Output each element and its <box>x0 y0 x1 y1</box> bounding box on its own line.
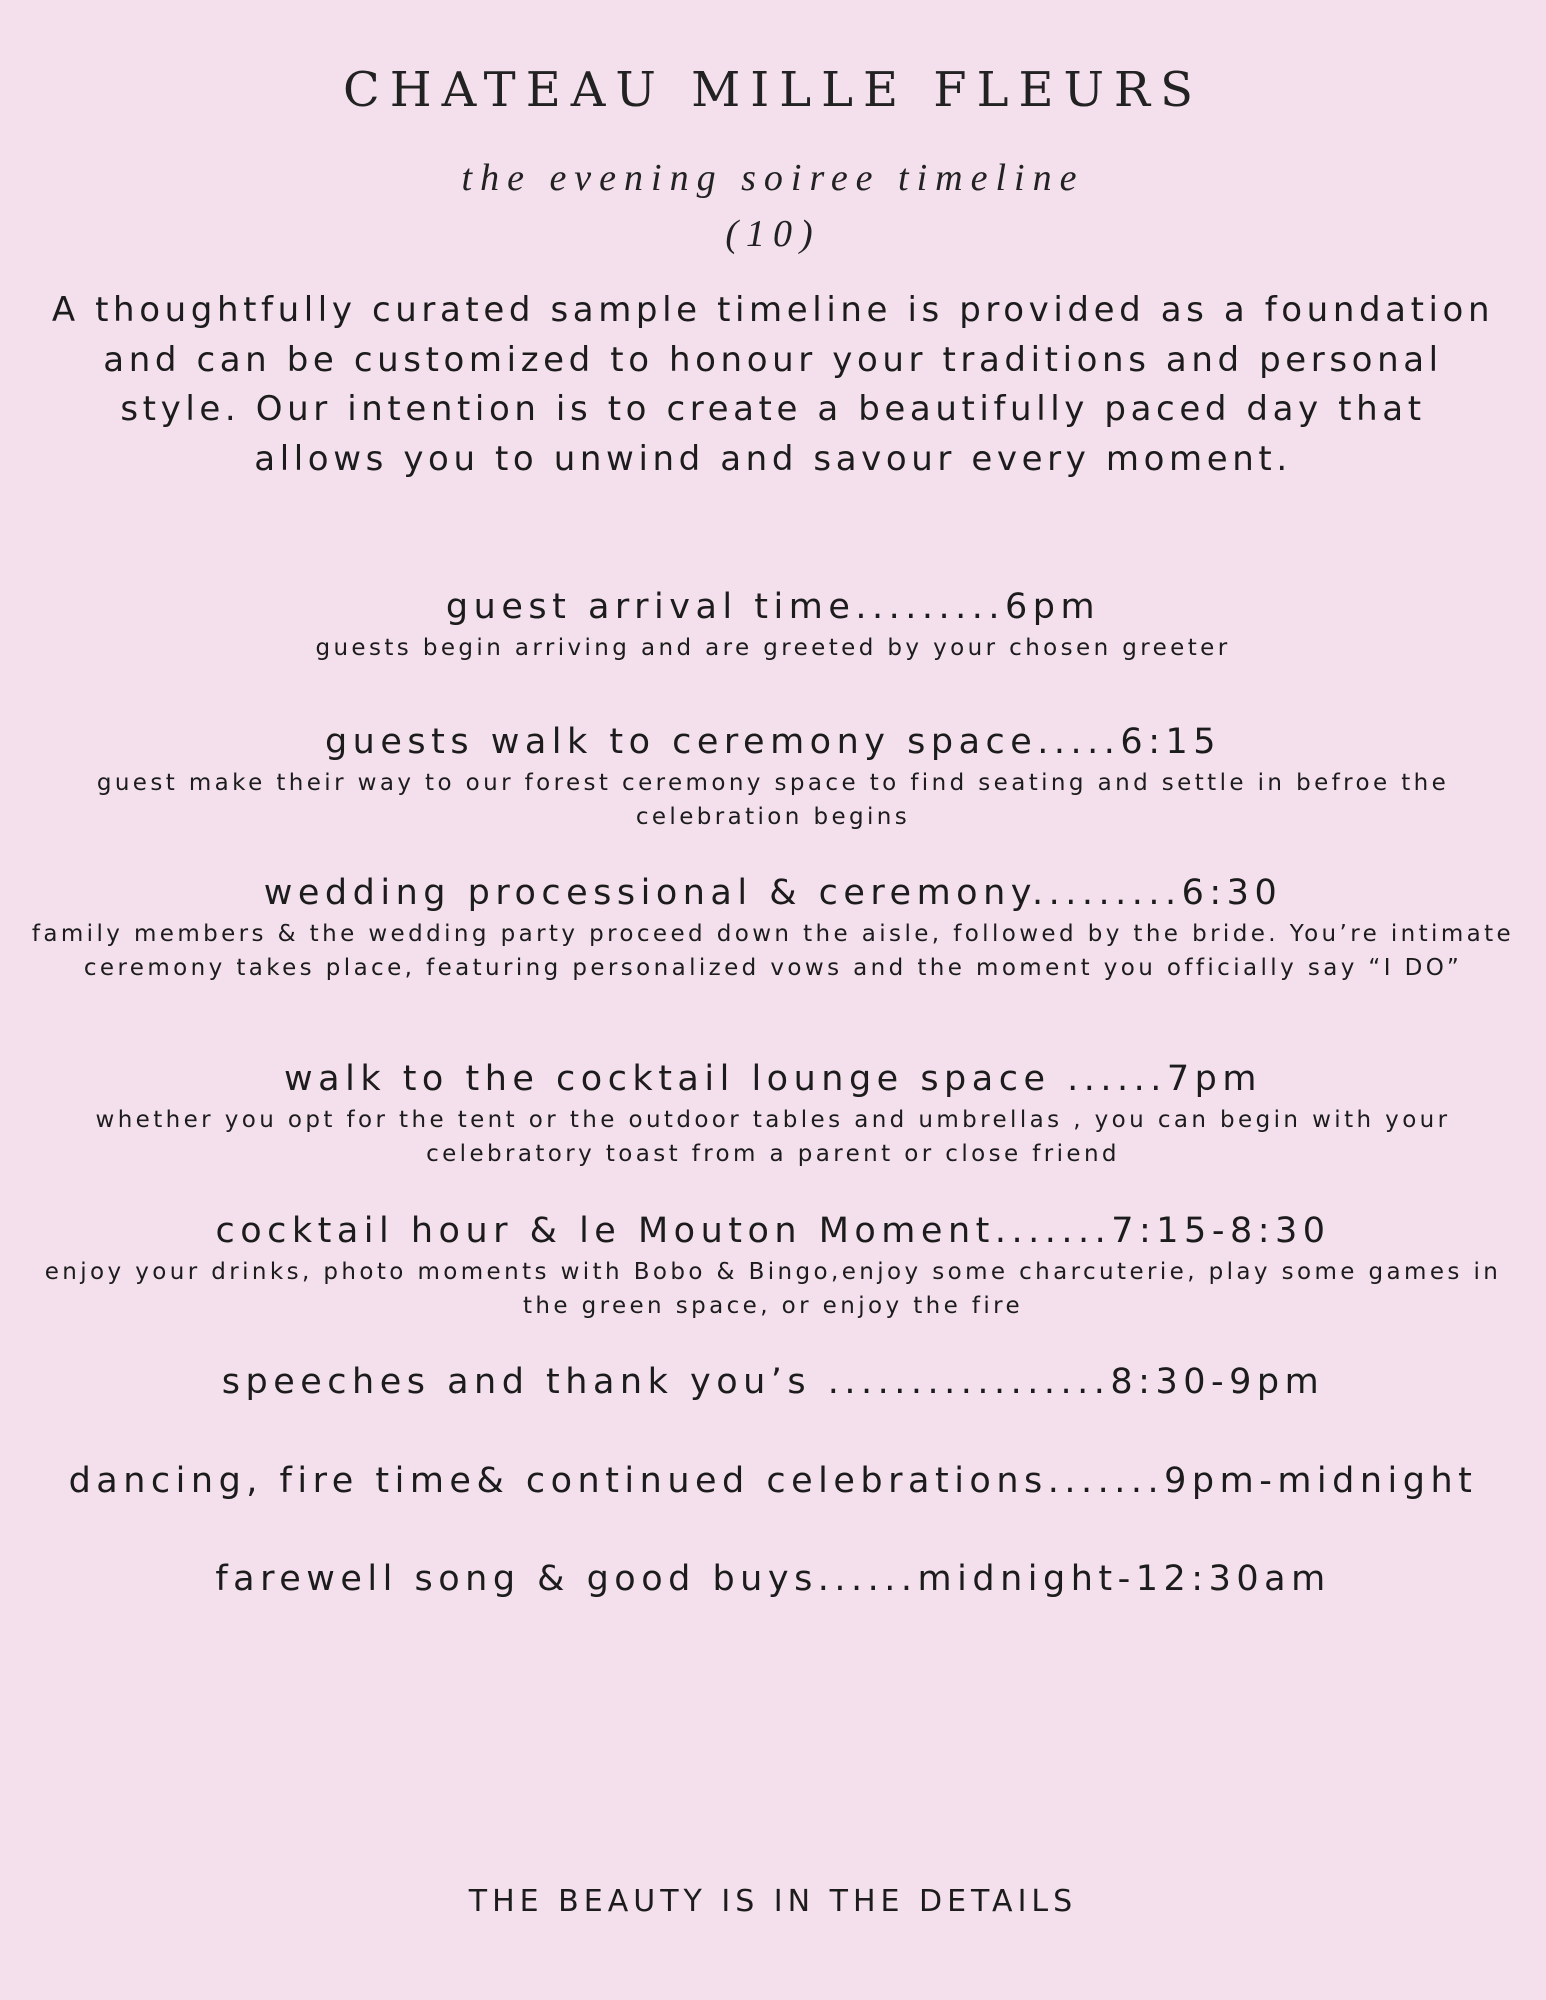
event-description: enjoy your drinks, photo moments with Bobo & Bingo,enjoy some charcuterie, play some games in the green space, or enjoy the fire <box>44 1259 1502 1319</box>
event-description: whether you opt for the tent or the outdoor tables and umbrellas , you can begin with your celebratory toast from a parent or close friend <box>95 1107 1451 1167</box>
event-processional-ceremony <box>30 869 1516 985</box>
timeline-subtitle: the evening soiree timeline <box>461 157 1085 199</box>
event-heading: wedding processional & ceremony.........6:30 <box>263 873 1283 913</box>
event-farewell <box>30 1555 1516 1603</box>
event-guest-arrival <box>30 583 1516 665</box>
venue-title: CHATEAU MILLE FLEURS <box>343 62 1203 118</box>
event-heading: farewell song & good buys......midnight-12:30am <box>215 1559 1331 1599</box>
event-description: guest make their way to our forest ceremony space to find seating and settle in befroe the celebration begins <box>96 770 1450 830</box>
event-heading: speeches and thank you’s .................8:30-9pm <box>221 1362 1325 1402</box>
event-dancing <box>30 1457 1516 1505</box>
subtitle-block <box>0 150 1546 262</box>
footer-tagline: THE BEAUTY IS IN THE DETAILS <box>468 1884 1078 1919</box>
event-description: family members & the wedding party proceed down the aisle, followed by the bride. You’re intimate ceremony takes place, featuring personalized vows and the moment you officially say “I DO” <box>31 921 1515 981</box>
intro-paragraph: A thoughtfully curated sample timeline is provided as a foundation and can be customized to honour your traditions and personal style. Our intention is to create a beautifully paced day that allows you to unwind and savour every moment. <box>51 290 1495 479</box>
event-speeches <box>30 1358 1516 1406</box>
event-heading: cocktail hour & le Mouton Moment.......7:15-8:30 <box>215 1211 1331 1251</box>
event-description: guests begin arriving and are greeted by your chosen greeter <box>315 635 1231 661</box>
page-number: (10) <box>725 213 821 255</box>
event-heading: guest arrival time.........6pm <box>445 587 1101 627</box>
event-heading: walk to the cocktail lounge space ......7pm <box>284 1059 1262 1099</box>
event-heading: dancing, fire time& continued celebrations.......9pm-midnight <box>68 1461 1478 1501</box>
event-walk-to-cocktail <box>30 1055 1516 1171</box>
event-cocktail-hour <box>30 1207 1516 1323</box>
event-heading: guests walk to ceremony space.....6:15 <box>324 722 1222 762</box>
event-walk-to-ceremony <box>30 718 1516 834</box>
